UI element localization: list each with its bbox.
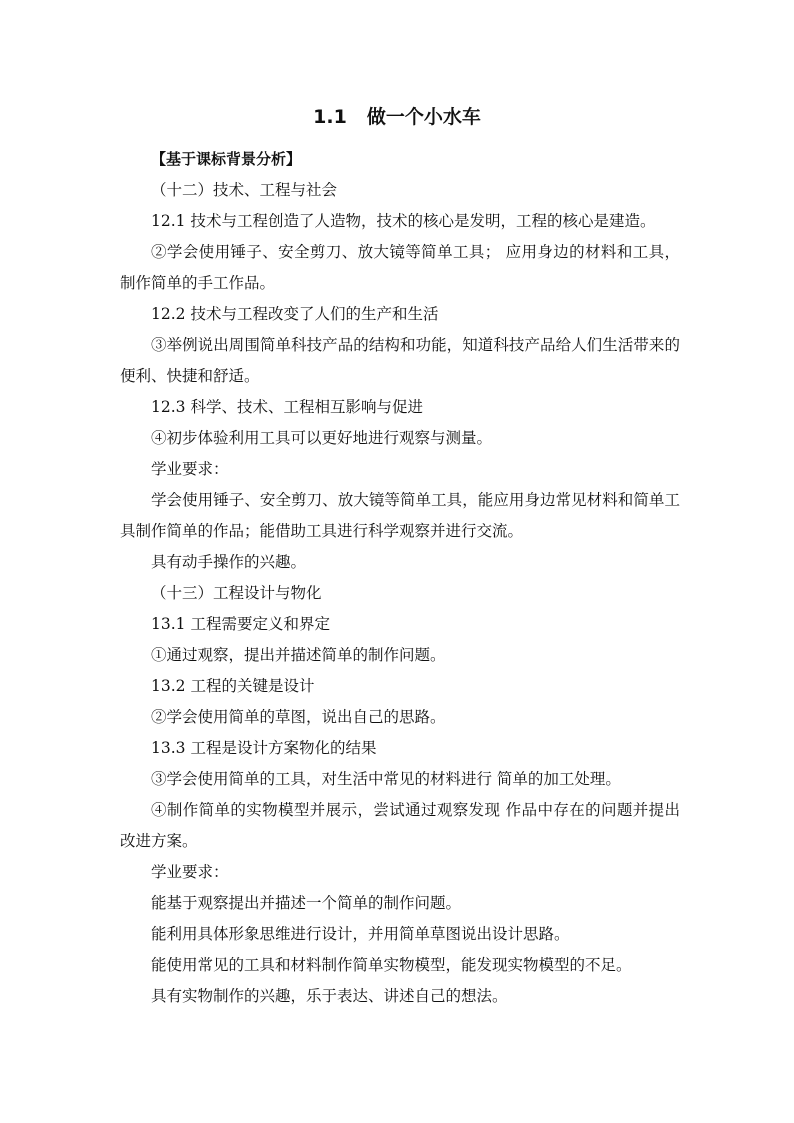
paragraph: ④制作简单的实物模型并展示，尝试通过观察发现 作品中存在的问题并提出改进方案。 — [120, 801, 680, 850]
paragraph: ①通过观察，提出并描述简单的制作问题。 — [151, 646, 446, 664]
paragraph: 学业要求： — [151, 863, 229, 881]
document-body — [120, 144, 680, 1012]
paragraph: 13.3 工程是设计方案物化的结果 — [151, 739, 377, 757]
paragraph: 能利用具体形象思维进行设计，并用简单草图说出设计思路。 — [151, 925, 570, 943]
paragraph: 13.1 工程需要定义和界定 — [151, 615, 330, 633]
paragraph: 12.3 科学、技术、工程相互影响与促进 — [151, 398, 423, 416]
title-number: 1.1 — [313, 106, 347, 128]
paragraph: 能基于观察提出并描述一个简单的制作问题。 — [151, 894, 462, 912]
paragraph: 12.2 技术与工程改变了人们的生产和生活 — [151, 305, 439, 323]
paragraph: 学业要求： — [151, 460, 229, 478]
title-text: 做一个小水车 — [366, 106, 481, 128]
paragraph: 能使用常见的工具和材料制作简单实物模型，能发现实物模型的不足。 — [151, 956, 632, 974]
paragraph: 13.2 工程的关键是设计 — [151, 677, 315, 695]
paragraph: ②学会使用简单的草图，说出自己的思路。 — [151, 708, 446, 726]
paragraph: 具有实物制作的兴趣，乐于表达、讲述自己的想法。 — [151, 987, 508, 1005]
paragraph: 12.1 技术与工程创造了人造物，技术的核心是发明，工程的核心是建造。 — [151, 212, 656, 230]
paragraph: ③学会使用简单的工具，对生活中常见的材料进行 简单的加工处理。 — [151, 770, 621, 788]
paragraph: ③举例说出周围简单科技产品的结构和功能，知道科技产品给人们生活带来的便利、快捷和舒适。 — [120, 336, 680, 385]
paragraph: ④初步体验利用工具可以更好地进行观察与测量。 — [151, 429, 493, 447]
paragraph: 学会使用锤子、安全剪刀、放大镜等简单工具，能应用身边常见材料和简单工具制作简单的作品；能借助工具进行科学观察并进行交流。 — [120, 491, 680, 540]
page-title — [0, 102, 794, 132]
paragraph: ②学会使用锤子、安全剪刀、放大镜等简单工具； 应用身边的材料和工具，制作简单的手工作品。 — [120, 243, 680, 292]
section-heading: 【基于课标背景分析】 — [151, 150, 302, 168]
paragraph: （十三）工程设计与物化 — [151, 584, 322, 602]
paragraph: （十二）技术、工程与社会 — [151, 181, 338, 199]
paragraph: 具有动手操作的兴趣。 — [151, 553, 307, 571]
